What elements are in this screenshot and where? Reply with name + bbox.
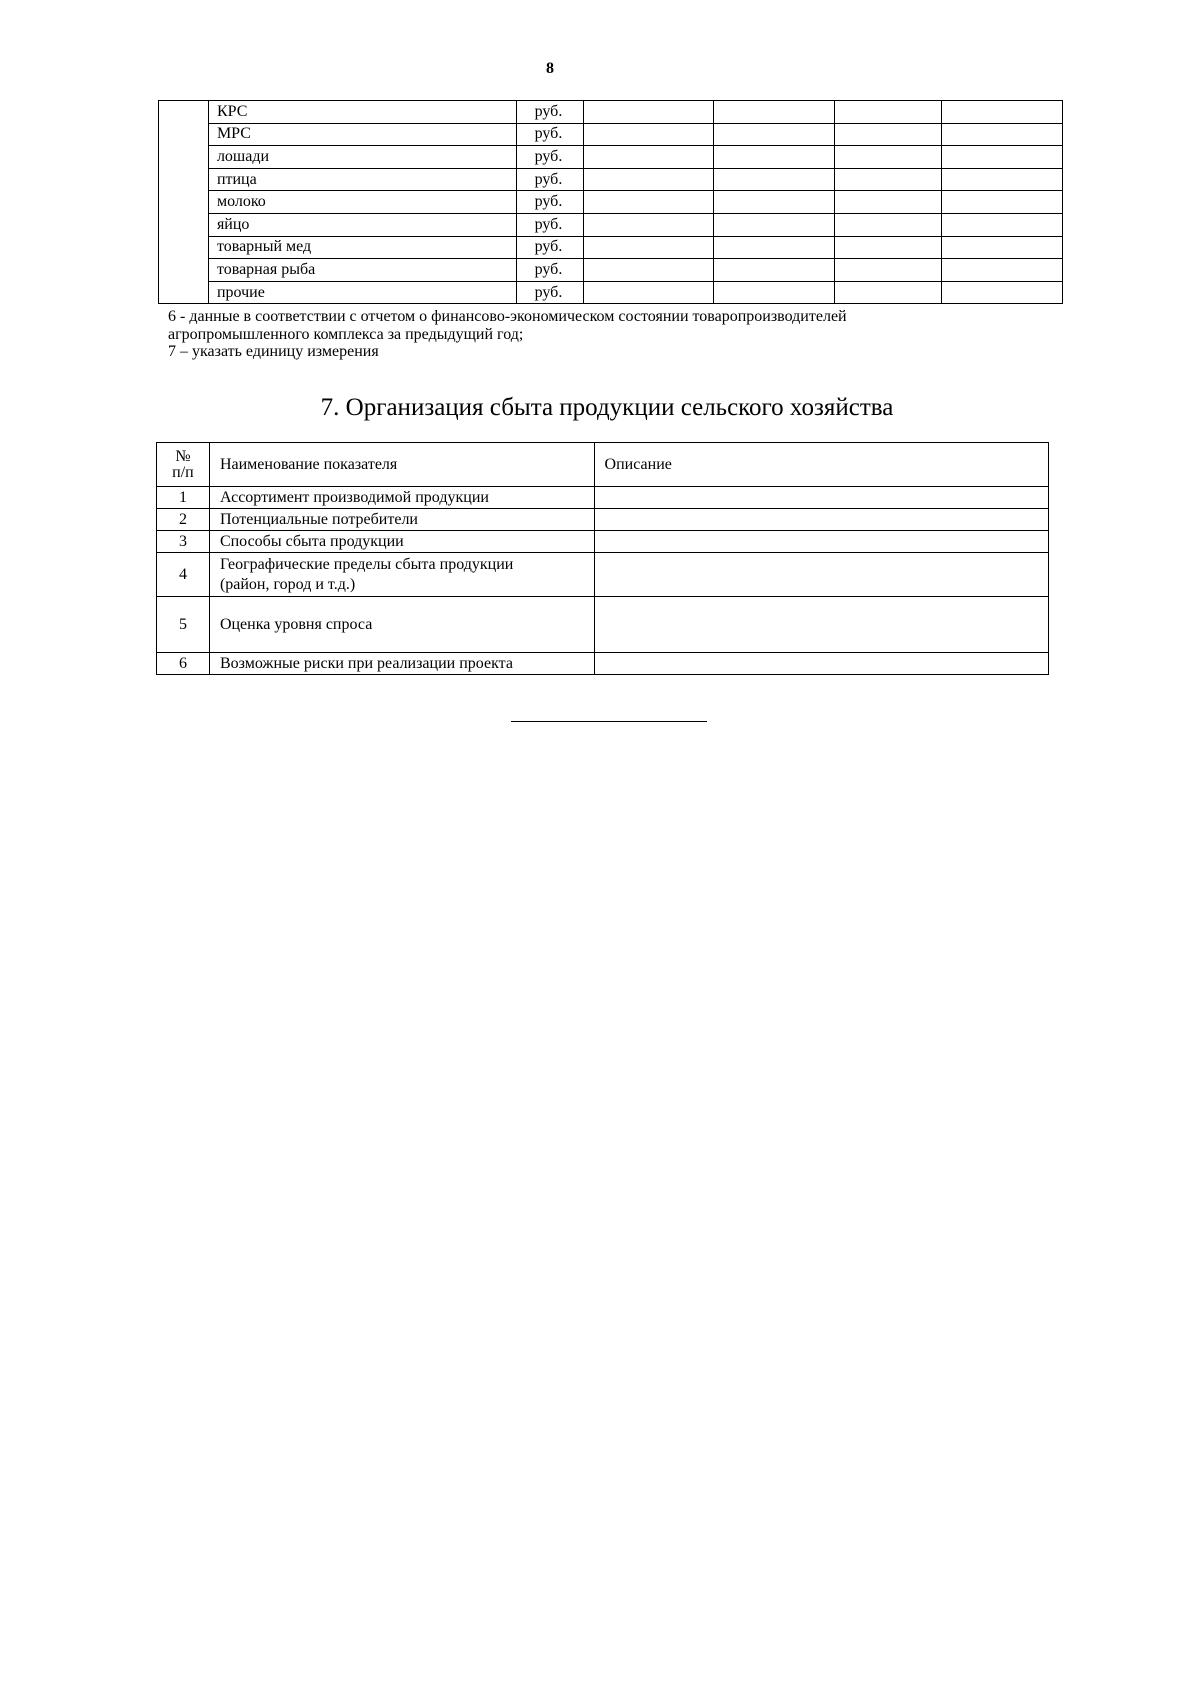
row-unit: руб. [516, 101, 583, 124]
value-cell [942, 101, 1063, 124]
value-cell [583, 101, 714, 124]
value-cell [714, 146, 835, 169]
row-label: лошади [208, 146, 516, 169]
row-unit: руб. [516, 236, 583, 259]
table-row [159, 191, 1063, 214]
table-row [159, 236, 1063, 259]
table-row [159, 213, 1063, 236]
value-cell [714, 281, 835, 304]
value-cell [835, 168, 942, 191]
value-cell [714, 236, 835, 259]
value-cell [942, 236, 1063, 259]
end-rule [511, 721, 707, 722]
row-number: 5 [157, 597, 210, 653]
row-label: товарная рыба [208, 259, 516, 282]
row-indicator-name-line1: Географические пределы сбыта продукции [219, 555, 514, 573]
value-cell [835, 281, 942, 304]
row-unit: руб. [516, 146, 583, 169]
value-cell [835, 259, 942, 282]
section-title: 7. Организация сбыта продукции сельского хозяйства [320, 394, 894, 421]
row-unit: руб. [516, 168, 583, 191]
row-indicator-name [209, 553, 594, 597]
row-label: МРС [208, 123, 516, 146]
row-indicator-name: Потенциальные потребители [209, 509, 594, 531]
row-unit: руб. [516, 259, 583, 282]
row-label: птица [208, 168, 516, 191]
table-row [159, 123, 1063, 146]
row-label: товарный мед [208, 236, 516, 259]
row-indicator-name: Способы сбыта продукции [209, 531, 594, 553]
value-cell [714, 123, 835, 146]
value-cell [583, 259, 714, 282]
row-indicator-name-line2: (район, город и т.д.) [219, 575, 356, 593]
row-description-cell [594, 653, 1048, 675]
value-cell [942, 281, 1063, 304]
row-label: яйцо [208, 213, 516, 236]
row-number: 2 [157, 509, 210, 531]
header-number-line2: п/п [172, 463, 194, 481]
value-cell [583, 168, 714, 191]
header-indicator-name: Наименование показателя [209, 443, 594, 487]
value-cell [835, 146, 942, 169]
value-cell [942, 259, 1063, 282]
value-cell [583, 123, 714, 146]
value-cell [714, 213, 835, 236]
footnote-6-line1: 6 - данные в соответствии с отчетом о финансово-экономическом состоянии товаропроизводителей [168, 308, 847, 325]
row-description-cell [594, 531, 1048, 553]
table-row [159, 101, 1063, 124]
merged-index-cell [159, 101, 209, 304]
row-label: прочие [208, 281, 516, 304]
row-description-cell [594, 597, 1048, 653]
value-cell [714, 101, 835, 124]
value-cell [583, 281, 714, 304]
row-description-cell [594, 509, 1048, 531]
header-description: Описание [594, 443, 1048, 487]
table-row [159, 259, 1063, 282]
value-cell [942, 168, 1063, 191]
table-row [157, 553, 1049, 597]
livestock-revenue-table [158, 100, 1063, 304]
header-number-line1: № [175, 447, 191, 465]
value-cell [942, 191, 1063, 214]
row-unit: руб. [516, 281, 583, 304]
row-number: 1 [157, 487, 210, 509]
table-row [159, 281, 1063, 304]
value-cell [714, 168, 835, 191]
row-number: 3 [157, 531, 210, 553]
table-row [157, 597, 1049, 653]
value-cell [583, 146, 714, 169]
page-number: 8 [546, 60, 554, 77]
table-row [159, 168, 1063, 191]
header-number [157, 443, 210, 487]
table-row [157, 509, 1049, 531]
row-indicator-name: Возможные риски при реализации проекта [209, 653, 594, 675]
row-description-cell [594, 487, 1048, 509]
value-cell [583, 236, 714, 259]
sales-organization-table [156, 442, 1049, 675]
row-unit: руб. [516, 213, 583, 236]
row-description-cell [594, 553, 1048, 597]
value-cell [583, 191, 714, 214]
table-row [157, 487, 1049, 509]
row-label: молоко [208, 191, 516, 214]
value-cell [942, 123, 1063, 146]
value-cell [835, 213, 942, 236]
row-unit: руб. [516, 123, 583, 146]
table-header-row [157, 443, 1049, 487]
value-cell [714, 259, 835, 282]
value-cell [835, 123, 942, 146]
table-row [157, 653, 1049, 675]
row-unit: руб. [516, 191, 583, 214]
row-label: КРС [208, 101, 516, 124]
row-indicator-name: Ассортимент производимой продукции [209, 487, 594, 509]
value-cell [942, 213, 1063, 236]
value-cell [714, 191, 835, 214]
value-cell [942, 146, 1063, 169]
value-cell [583, 213, 714, 236]
table-row [157, 531, 1049, 553]
footnotes [168, 308, 1048, 361]
row-indicator-name: Оценка уровня спроса [209, 597, 594, 653]
table-row [159, 146, 1063, 169]
footnote-6-line2: агропромышленного комплекса за предыдущий год; [168, 325, 524, 343]
footnote-7: 7 – указать единицу измерения [168, 343, 379, 360]
value-cell [835, 236, 942, 259]
row-number: 6 [157, 653, 210, 675]
value-cell [835, 191, 942, 214]
value-cell [835, 101, 942, 124]
row-number: 4 [157, 553, 210, 597]
